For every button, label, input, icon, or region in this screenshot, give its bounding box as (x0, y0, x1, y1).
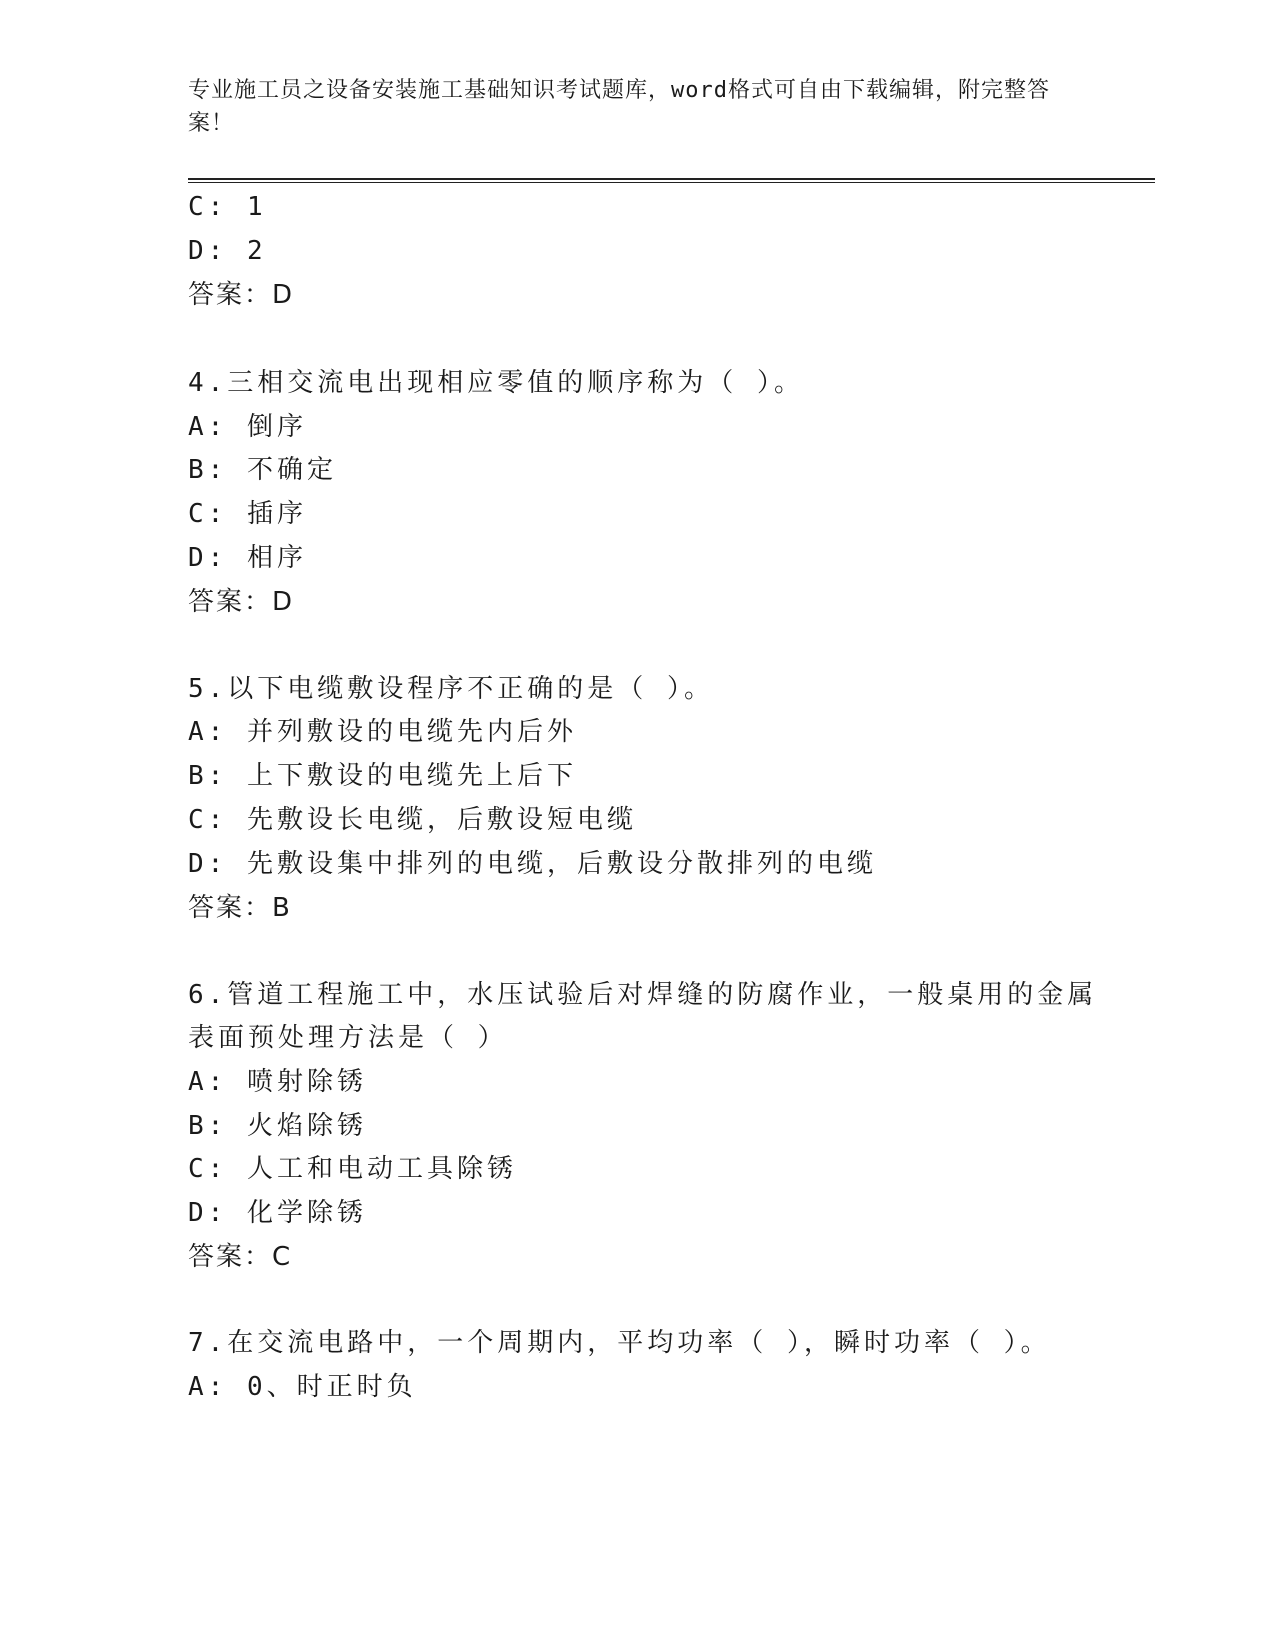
q5-option-a: A: 并列敷设的电缆先内后外 (188, 717, 577, 747)
q3-answer: 答案：D (188, 280, 295, 310)
q6-option-a: A: 喷射除锈 (188, 1067, 367, 1097)
q7-option-a: A: 0、时正时负 (188, 1372, 417, 1402)
page-header: 专业施工员之设备安装施工基础知识考试题库，word格式可自由下载编辑，附完整答案！ (188, 78, 1050, 136)
q6-answer: 答案：C (188, 1242, 293, 1272)
q6-option-d: D: 化学除锈 (188, 1198, 367, 1228)
q4-option-d: D: 相序 (188, 543, 307, 573)
q5-answer: 答案：B (188, 893, 292, 923)
q5-option-d: D: 先敷设集中排列的电缆，后敷设分散排列的电缆 (188, 849, 877, 879)
q4-stem: 4.三相交流电出现相应零值的顺序称为（ ）。 (188, 368, 804, 398)
q4-option-c: C: 插序 (188, 499, 307, 529)
q5-option-c: C: 先敷设长电缆，后敷设短电缆 (188, 805, 637, 835)
q6-stem-line1: 6.管道工程施工中，水压试验后对焊缝的防腐作业，一般桌用的金属 (188, 980, 1098, 1010)
q4-answer: 答案：D (188, 587, 295, 617)
q4-option-a: A: 倒序 (188, 412, 307, 442)
q4-option-b: B: 不确定 (188, 455, 337, 485)
q5-stem: 5.以下电缆敷设程序不正确的是（ ）。 (188, 674, 714, 704)
q6-option-c: C: 人工和电动工具除锈 (188, 1154, 517, 1184)
q6-option-b: B: 火焰除锈 (188, 1111, 367, 1141)
q6-stem-line2: 表面预处理方法是（ ） (188, 1023, 508, 1053)
q3-option-d: D: 2 (188, 236, 267, 266)
q3-option-c: C: 1 (188, 192, 267, 222)
q7-stem: 7.在交流电路中，一个周期内，平均功率（ ），瞬时功率（ ）。 (188, 1328, 1051, 1358)
header-divider (188, 178, 1155, 183)
q5-option-b: B: 上下敷设的电缆先上后下 (188, 761, 577, 791)
